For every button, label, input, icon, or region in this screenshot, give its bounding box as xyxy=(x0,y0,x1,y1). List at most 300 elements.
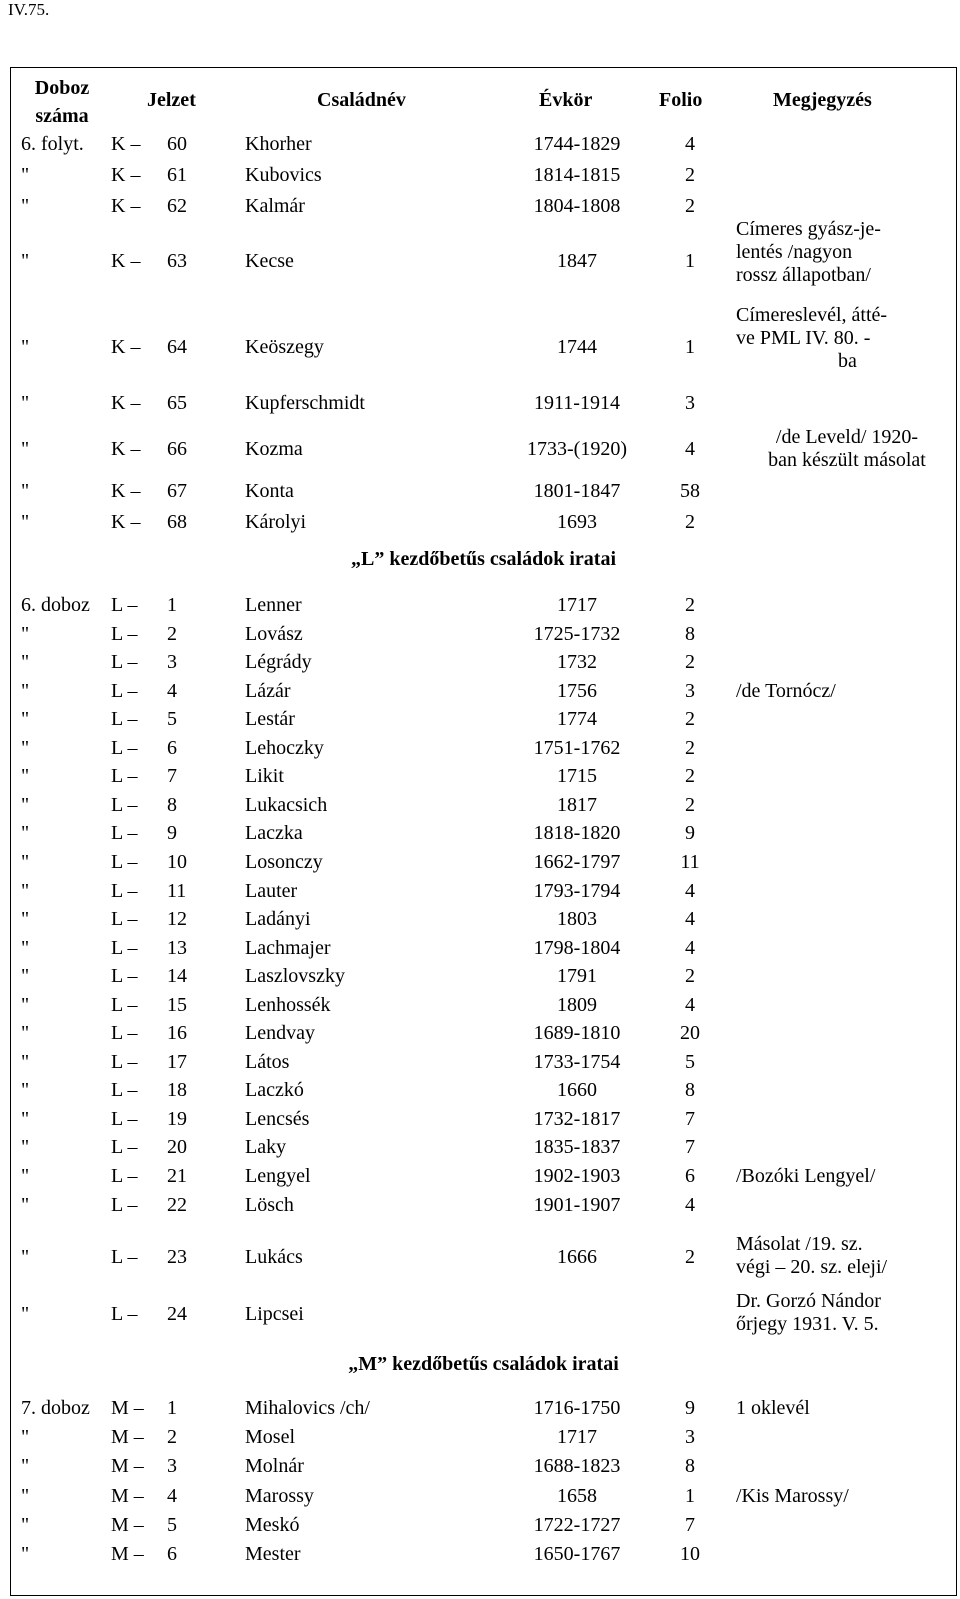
jelzet-number: 22 xyxy=(167,1193,187,1216)
cell-evkor: 1804-1808 xyxy=(533,195,621,217)
cell-jelzet xyxy=(111,734,177,762)
jelzet-number: 14 xyxy=(167,965,187,988)
cell-folio: 3 xyxy=(685,392,695,414)
jelzet-number: 23 xyxy=(167,1246,187,1268)
jelzet-letter: L – xyxy=(111,765,138,788)
cell-csaladnev: Kozma xyxy=(245,438,303,460)
jelzet-number: 60 xyxy=(167,133,187,155)
table-row xyxy=(11,1105,956,1133)
cell-jelzet xyxy=(111,1540,177,1568)
jelzet-number: 3 xyxy=(167,651,177,674)
jelzet-letter: L – xyxy=(111,879,138,902)
cell-evkor: 1814-1815 xyxy=(533,164,621,186)
cell-doboz: " xyxy=(21,1079,30,1102)
table-row xyxy=(11,192,956,220)
table-row xyxy=(11,819,956,847)
cell-doboz: " xyxy=(21,1303,30,1325)
cell-evkor: 1688-1823 xyxy=(533,1455,621,1478)
jelzet-number: 16 xyxy=(167,1022,187,1045)
table-row xyxy=(11,620,956,648)
note-k64 xyxy=(736,304,887,373)
cell-jelzet xyxy=(111,1048,187,1076)
cell-evkor: 1733-1754 xyxy=(533,1050,621,1073)
table-row xyxy=(11,1191,956,1219)
jelzet-number: 13 xyxy=(167,936,187,959)
table-row xyxy=(11,1452,956,1480)
cell-evkor: 1715 xyxy=(557,765,597,788)
archive-table xyxy=(10,67,957,1596)
cell-folio: 2 xyxy=(685,1246,695,1268)
jelzet-number: 63 xyxy=(167,250,187,272)
cell-csaladnev: Kecse xyxy=(245,250,294,272)
cell-folio: 8 xyxy=(685,1455,695,1478)
cell-jelzet xyxy=(111,848,187,876)
cell-jelzet xyxy=(111,1133,187,1161)
jelzet-letter: L – xyxy=(111,1079,138,1102)
cell-jelzet xyxy=(111,962,187,990)
cell-folio: 2 xyxy=(685,511,695,533)
cell-megjegyzes: /Kis Marossy/ xyxy=(736,1484,849,1507)
table-row xyxy=(11,762,956,790)
cell-evkor: 1689-1810 xyxy=(533,1022,621,1045)
jelzet-letter: K – xyxy=(111,438,141,460)
cell-evkor: 1902-1903 xyxy=(533,1165,621,1187)
cell-csaladnev: Likit xyxy=(245,765,284,788)
cell-csaladnev: Lipcsei xyxy=(245,1303,304,1325)
table-row xyxy=(11,905,956,933)
jelzet-number: 21 xyxy=(167,1165,187,1187)
cell-csaladnev: Kalmár xyxy=(245,195,305,217)
table-row xyxy=(11,1076,956,1104)
table-row xyxy=(11,1423,956,1451)
cell-jelzet xyxy=(111,1243,187,1271)
cell-doboz: " xyxy=(21,438,30,460)
cell-evkor: 1650-1767 xyxy=(533,1543,621,1565)
cell-evkor: 1744-1829 xyxy=(533,133,621,155)
cell-evkor: 1818-1820 xyxy=(533,822,621,845)
cell-megjegyzes: 1 oklevél xyxy=(736,1397,810,1419)
cell-csaladnev: Lenhossék xyxy=(245,993,331,1016)
note-line: rossz állapotban/ xyxy=(736,264,871,286)
jelzet-number: 8 xyxy=(167,793,177,816)
cell-jelzet xyxy=(111,877,187,905)
jelzet-letter: M – xyxy=(111,1543,144,1565)
cell-csaladnev: Lencsés xyxy=(245,1107,310,1130)
table-header xyxy=(11,72,956,128)
cell-folio: 10 xyxy=(680,1543,700,1565)
cell-doboz: " xyxy=(21,480,30,502)
cell-csaladnev: Lendvay xyxy=(245,1022,315,1045)
table-row xyxy=(11,648,956,676)
jelzet-letter: M – xyxy=(111,1513,144,1536)
jelzet-letter: L – xyxy=(111,1303,138,1325)
jelzet-letter: L – xyxy=(111,679,138,702)
jelzet-letter: K – xyxy=(111,336,141,358)
cell-doboz: 6. doboz xyxy=(21,594,90,616)
table-row xyxy=(11,477,956,505)
note-line: végi – 20. sz. eleji/ xyxy=(736,1256,888,1278)
jelzet-letter: L – xyxy=(111,1107,138,1130)
cell-csaladnev: Lehoczky xyxy=(245,736,324,759)
cell-jelzet xyxy=(111,161,187,189)
cell-doboz: " xyxy=(21,936,30,959)
header-megjegyzes: Megjegyzés xyxy=(773,89,872,111)
jelzet-letter: M – xyxy=(111,1484,144,1507)
jelzet-letter: L – xyxy=(111,908,138,931)
cell-doboz: " xyxy=(21,195,30,217)
table-row xyxy=(11,1019,956,1047)
table-row xyxy=(11,1133,956,1161)
cell-csaladnev: Laczka xyxy=(245,822,303,845)
jelzet-number: 64 xyxy=(167,336,187,358)
table-row xyxy=(11,161,956,189)
cell-csaladnev: Lachmajer xyxy=(245,936,331,959)
cell-folio: 2 xyxy=(685,965,695,988)
jelzet-letter: L – xyxy=(111,850,138,873)
cell-doboz: " xyxy=(21,511,30,533)
cell-folio: 2 xyxy=(685,736,695,759)
cell-folio: 5 xyxy=(685,1050,695,1073)
cell-doboz: " xyxy=(21,993,30,1016)
jelzet-number: 4 xyxy=(167,1484,177,1507)
cell-folio: 1 xyxy=(685,1484,695,1507)
note-k63 xyxy=(736,218,881,287)
cell-evkor: 1732 xyxy=(557,651,597,674)
table-row xyxy=(11,1048,956,1076)
note-line: Dr. Gorzó Nándor xyxy=(736,1290,881,1312)
cell-doboz: " xyxy=(21,1022,30,1045)
cell-doboz: " xyxy=(21,679,30,702)
jelzet-number: 61 xyxy=(167,164,187,186)
cell-evkor: 1716-1750 xyxy=(533,1397,621,1419)
cell-folio: 2 xyxy=(685,765,695,788)
jelzet-number: 1 xyxy=(167,1397,177,1419)
cell-doboz: 6. folyt. xyxy=(21,133,84,155)
header-csaladnev: Családnév xyxy=(317,89,406,111)
cell-doboz: " xyxy=(21,908,30,931)
cell-csaladnev: Laszlovszky xyxy=(245,965,345,988)
cell-doboz: " xyxy=(21,1050,30,1073)
cell-jelzet xyxy=(111,333,187,361)
cell-folio: 3 xyxy=(685,1426,695,1449)
cell-jelzet xyxy=(111,648,177,676)
cell-doboz: " xyxy=(21,1107,30,1130)
jelzet-number: 7 xyxy=(167,765,177,788)
cell-csaladnev: Molnár xyxy=(245,1455,304,1478)
jelzet-number: 18 xyxy=(167,1079,187,1102)
table-row xyxy=(11,508,956,536)
cell-evkor: 1901-1907 xyxy=(533,1193,621,1216)
cell-folio: 4 xyxy=(685,993,695,1016)
cell-evkor: 1911-1914 xyxy=(534,392,620,414)
cell-doboz: " xyxy=(21,965,30,988)
jelzet-letter: L – xyxy=(111,1050,138,1073)
cell-doboz: " xyxy=(21,1193,30,1216)
cell-evkor: 1835-1837 xyxy=(533,1136,621,1159)
header-doboz xyxy=(27,74,97,130)
jelzet-letter: K – xyxy=(111,480,141,502)
cell-evkor: 1666 xyxy=(557,1246,597,1268)
cell-jelzet xyxy=(111,1162,187,1190)
cell-jelzet xyxy=(111,1394,177,1422)
cell-folio: 8 xyxy=(685,1079,695,1102)
cell-csaladnev: Légrády xyxy=(245,651,312,674)
jelzet-number: 5 xyxy=(167,1513,177,1536)
cell-csaladnev: Látos xyxy=(245,1050,290,1073)
note-line: lentés /nagyon xyxy=(736,241,853,263)
cell-jelzet xyxy=(111,435,187,463)
cell-doboz: " xyxy=(21,164,30,186)
cell-csaladnev: Ladányi xyxy=(245,908,311,931)
cell-jelzet xyxy=(111,934,187,962)
table-row xyxy=(11,848,956,876)
cell-csaladnev: Kupferschmidt xyxy=(245,392,365,414)
cell-folio: 8 xyxy=(685,622,695,645)
cell-jelzet xyxy=(111,389,187,417)
cell-folio: 9 xyxy=(685,1397,695,1419)
jelzet-letter: L – xyxy=(111,993,138,1016)
jelzet-number: 62 xyxy=(167,195,187,217)
cell-csaladnev: Lenner xyxy=(245,594,302,616)
cell-evkor: 1756 xyxy=(557,679,597,702)
cell-jelzet xyxy=(111,591,177,619)
jelzet-letter: L – xyxy=(111,965,138,988)
note-l24 xyxy=(736,1290,881,1336)
table-row xyxy=(11,591,956,619)
cell-csaladnev: Konta xyxy=(245,480,294,502)
cell-doboz: " xyxy=(21,736,30,759)
jelzet-number: 17 xyxy=(167,1050,187,1073)
cell-evkor: 1722-1727 xyxy=(533,1513,621,1536)
jelzet-letter: L – xyxy=(111,1136,138,1159)
cell-csaladnev: Lukacsich xyxy=(245,793,328,816)
jelzet-number: 3 xyxy=(167,1455,177,1478)
cell-evkor: 1658 xyxy=(557,1484,597,1507)
cell-folio: 2 xyxy=(685,195,695,217)
cell-doboz: " xyxy=(21,336,30,358)
note-line: őrjegy 1931. V. 5. xyxy=(736,1313,879,1335)
cell-csaladnev: Marossy xyxy=(245,1484,314,1507)
cell-evkor: 1791 xyxy=(557,965,597,988)
cell-csaladnev: Kubovics xyxy=(245,164,322,186)
note-line: Címereslevél, átté- xyxy=(736,304,888,326)
cell-folio: 4 xyxy=(685,438,695,460)
cell-jelzet xyxy=(111,1482,177,1510)
note-line: ban készült másolat xyxy=(768,449,926,471)
cell-evkor: 1809 xyxy=(557,993,597,1016)
cell-evkor: 1693 xyxy=(557,511,597,533)
cell-csaladnev: Keöszegy xyxy=(245,336,324,358)
cell-jelzet xyxy=(111,1423,177,1451)
jelzet-letter: K – xyxy=(111,164,141,186)
cell-doboz: " xyxy=(21,622,30,645)
cell-jelzet xyxy=(111,705,177,733)
cell-folio: 7 xyxy=(685,1107,695,1130)
header-doboz-line1: Doboz xyxy=(34,77,90,99)
table-row xyxy=(11,705,956,733)
jelzet-letter: L – xyxy=(111,936,138,959)
table-row xyxy=(11,734,956,762)
cell-folio: 1 xyxy=(685,250,695,272)
jelzet-number: 2 xyxy=(167,622,177,645)
table-row xyxy=(11,962,956,990)
cell-folio: 2 xyxy=(685,164,695,186)
cell-jelzet xyxy=(111,1191,187,1219)
cell-doboz: " xyxy=(21,1246,30,1268)
jelzet-letter: L – xyxy=(111,594,138,616)
cell-csaladnev: Khorher xyxy=(245,133,312,155)
cell-jelzet xyxy=(111,508,187,536)
cell-doboz: " xyxy=(21,392,30,414)
jelzet-letter: L – xyxy=(111,708,138,731)
cell-jelzet xyxy=(111,791,177,819)
cell-jelzet xyxy=(111,620,177,648)
jelzet-letter: L – xyxy=(111,1193,138,1216)
table-row xyxy=(11,934,956,962)
cell-jelzet xyxy=(111,762,177,790)
jelzet-letter: L – xyxy=(111,622,138,645)
jelzet-letter: L – xyxy=(111,736,138,759)
jelzet-letter: L – xyxy=(111,1246,138,1268)
cell-folio: 2 xyxy=(685,594,695,616)
cell-doboz: " xyxy=(21,1513,30,1536)
cell-megjegyzes: /de Tornócz/ xyxy=(736,679,836,702)
cell-doboz: " xyxy=(21,708,30,731)
jelzet-number: 9 xyxy=(167,822,177,845)
table-row xyxy=(11,677,956,705)
table-row xyxy=(11,1540,956,1568)
cell-folio: 4 xyxy=(685,908,695,931)
cell-folio: 2 xyxy=(685,651,695,674)
jelzet-number: 68 xyxy=(167,511,187,533)
cell-folio: 6 xyxy=(685,1165,695,1187)
cell-evkor: 1801-1847 xyxy=(533,480,621,502)
cell-jelzet xyxy=(111,1019,187,1047)
cell-csaladnev: Lázár xyxy=(245,679,291,702)
cell-evkor: 1803 xyxy=(557,908,597,931)
jelzet-number: 6 xyxy=(167,736,177,759)
section-title-m: „M” kezdőbetűs családok iratai xyxy=(348,1353,619,1375)
jelzet-number: 19 xyxy=(167,1107,187,1130)
cell-jelzet xyxy=(111,1300,187,1328)
table-row xyxy=(11,1511,956,1539)
cell-doboz: " xyxy=(21,651,30,674)
jelzet-letter: L – xyxy=(111,822,138,845)
cell-folio: 3 xyxy=(685,679,695,702)
cell-jelzet xyxy=(111,477,187,505)
note-l23 xyxy=(736,1233,887,1279)
cell-csaladnev: Lovász xyxy=(245,622,303,645)
jelzet-letter: M – xyxy=(111,1455,144,1478)
header-evkor: Évkör xyxy=(539,89,593,111)
jelzet-number: 20 xyxy=(167,1136,187,1159)
cell-evkor: 1744 xyxy=(557,336,597,358)
cell-evkor: 1725-1732 xyxy=(533,622,621,645)
cell-doboz: " xyxy=(21,1165,30,1187)
cell-csaladnev: Mihalovics /ch/ xyxy=(245,1397,370,1419)
jelzet-letter: L – xyxy=(111,651,138,674)
cell-csaladnev: Losonczy xyxy=(245,850,323,873)
cell-csaladnev: Lukács xyxy=(245,1246,303,1268)
cell-folio: 2 xyxy=(685,793,695,816)
note-line: Címeres gyász-je- xyxy=(736,218,881,240)
cell-folio: 4 xyxy=(685,133,695,155)
cell-csaladnev: Lösch xyxy=(245,1193,294,1216)
cell-jelzet xyxy=(111,677,177,705)
note-line: ba xyxy=(838,350,857,372)
table-row xyxy=(11,130,956,158)
header-doboz-line2: száma xyxy=(35,105,89,127)
cell-evkor: 1717 xyxy=(557,594,597,616)
cell-evkor: 1660 xyxy=(557,1079,597,1102)
cell-doboz: " xyxy=(21,765,30,788)
cell-doboz: " xyxy=(21,822,30,845)
cell-evkor: 1733-(1920) xyxy=(527,438,627,460)
cell-doboz: 7. doboz xyxy=(21,1397,90,1419)
cell-folio: 4 xyxy=(685,879,695,902)
cell-doboz: " xyxy=(21,250,30,272)
table-row xyxy=(11,389,956,417)
cell-evkor: 1732-1817 xyxy=(533,1107,621,1130)
cell-folio: 58 xyxy=(680,480,700,502)
cell-csaladnev: Laky xyxy=(245,1136,287,1159)
cell-evkor: 1847 xyxy=(557,250,597,272)
jelzet-number: 67 xyxy=(167,480,187,502)
cell-folio: 9 xyxy=(685,822,695,845)
jelzet-number: 2 xyxy=(167,1426,177,1449)
cell-evkor: 1774 xyxy=(557,708,597,731)
cell-folio: 4 xyxy=(685,936,695,959)
jelzet-number: 65 xyxy=(167,392,187,414)
cell-folio: 4 xyxy=(685,1193,695,1216)
note-k66 xyxy=(736,426,958,472)
cell-jelzet xyxy=(111,247,187,275)
cell-evkor: 1751-1762 xyxy=(533,736,621,759)
jelzet-letter: K – xyxy=(111,250,141,272)
cell-doboz: " xyxy=(21,793,30,816)
cell-evkor: 1793-1794 xyxy=(533,879,621,902)
cell-evkor: 1717 xyxy=(557,1426,597,1449)
cell-csaladnev: Mester xyxy=(245,1543,301,1565)
jelzet-letter: M – xyxy=(111,1426,144,1449)
jelzet-letter: L – xyxy=(111,1022,138,1045)
cell-doboz: " xyxy=(21,1455,30,1478)
cell-csaladnev: Mosel xyxy=(245,1426,295,1449)
cell-doboz: " xyxy=(21,1426,30,1449)
table-row xyxy=(11,791,956,819)
cell-csaladnev: Károlyi xyxy=(245,511,307,533)
cell-jelzet xyxy=(111,1511,177,1539)
cell-doboz: " xyxy=(21,1136,30,1159)
section-title-l: „L” kezdőbetűs családok iratai xyxy=(350,548,617,570)
header-folio: Folio xyxy=(659,89,703,111)
cell-jelzet xyxy=(111,905,187,933)
table-row xyxy=(11,991,956,1019)
jelzet-number: 5 xyxy=(167,708,177,731)
cell-csaladnev: Meskó xyxy=(245,1513,300,1536)
table-row xyxy=(11,877,956,905)
cell-folio: 20 xyxy=(680,1022,700,1045)
cell-doboz: " xyxy=(21,879,30,902)
jelzet-letter: L – xyxy=(111,793,138,816)
jelzet-number: 66 xyxy=(167,438,187,460)
jelzet-number: 15 xyxy=(167,993,187,1016)
cell-jelzet xyxy=(111,1076,187,1104)
cell-doboz: " xyxy=(21,850,30,873)
jelzet-number: 12 xyxy=(167,908,187,931)
jelzet-letter: L – xyxy=(111,1165,138,1187)
jelzet-number: 6 xyxy=(167,1543,177,1565)
